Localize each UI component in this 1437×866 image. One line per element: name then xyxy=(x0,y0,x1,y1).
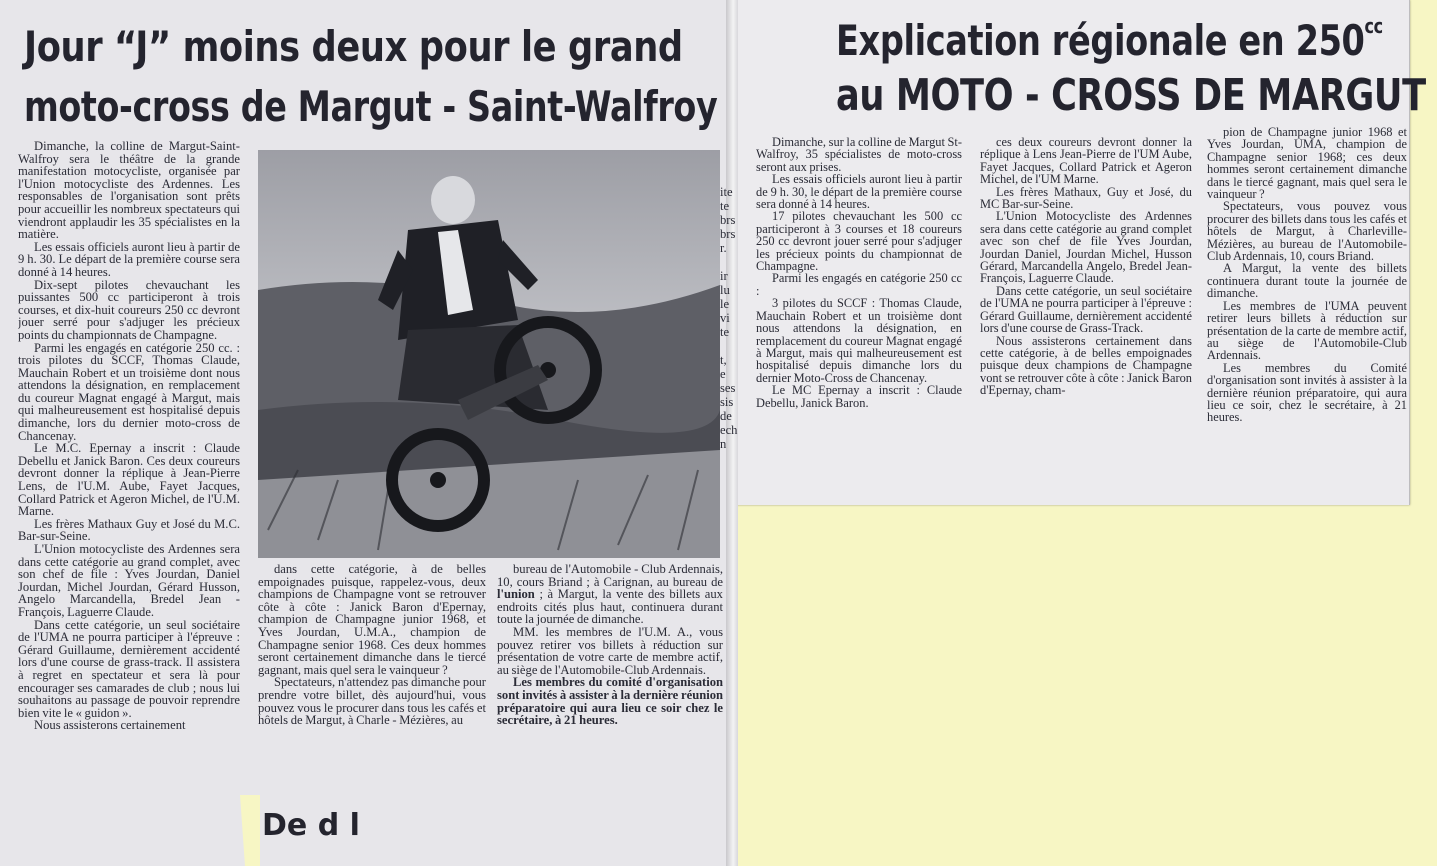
torn-paper-edge xyxy=(0,795,260,866)
right-column-1 xyxy=(756,136,962,482)
adjacent-column-fragment: ite te brs brs r. ir lu le vi te t, e ses sis de ech n xyxy=(720,185,738,451)
article-paragraph: 17 pilotes chevauchant les 500 cc participeront à 3 courses et 18 coureurs 250 cc devront jouer serré pour s'adjuger les précieux points du championnat de Champagne. xyxy=(756,209,962,274)
right-headline-cc: cc xyxy=(1364,14,1383,38)
col3-committee-notice: Les membres du comité d'organisation sont invités à assister à la dernière réunion préparatoire qui aura lieu ce soir chez le secrétaire, à 21 heures. xyxy=(497,675,723,728)
article-paragraph: pion de Champagne junior 1968 et Yves Jourdan, UMA, champion de Champagne senior 1968; ces deux hommes seront certainement dimanche dans le tiercé gagnant, mais quel sera le vainqueur ? xyxy=(1207,126,1407,202)
col3-text-a: bureau de l'Automobile - Club Ardennais, 10, cours Briand ; à Carignan, au bureau de xyxy=(497,563,723,589)
left-headline-line1: Jour “J” moins deux pour le grand xyxy=(24,22,683,71)
right-column-2 xyxy=(980,136,1192,482)
article-paragraph: ces deux coureurs devront donner la réplique à Lens Jean-Pierre de l'UM Aube, Fayet Jacques, Collard Patrick et Ageron Michel, de l'UM Marne. xyxy=(980,136,1192,187)
article-paragraph: Dans cette catégorie, un seul sociétaire de l'UMA ne pourra participer à l'épreuve : Gérard Guillaume, dernièrement accidenté lors d'une course de Grass-Track. xyxy=(980,283,1192,336)
right-headline-main: Explication régionale en 250 xyxy=(836,16,1365,65)
article-paragraph: Les frères Mathaux Guy et José du M.C. Bar-sur-Seine. xyxy=(18,516,240,544)
article-paragraph: Le MC Epernay a inscrit : Claude Debellu, Janick Baron. xyxy=(756,383,962,410)
article-paragraph: Les essais officiels auront lieu à partir de 9 h. 30. Le départ de la première course sera donné à 14 heures. xyxy=(18,239,240,279)
right-column-3 xyxy=(1207,126,1407,472)
article-paragraph: Le M.C. Epernay a inscrit : Claude Debellu et Janick Baron. Ces deux coureurs devront donner la réplique à Jean-Pierre Lens, de l'U.M. Aube, Fayet Jacques, Collard Patrick et Ageron Michel, de l'U.M. Marne. xyxy=(18,441,240,519)
article-paragraph: L'Union motocycliste des Ardennes sera dans cette catégorie au grand complet, avec son chef de file : Yves Jourdan, Daniel Jourdan, Michel Jourdan, Gérard Husson, Angelo Marcandella, Bredel Jean - François, Laguerre Claude. xyxy=(18,542,240,619)
article-paragraph: Dimanche, sur la colline de Margut St-Walfroy, 35 spécialistes de moto-cross seront aux prises. xyxy=(756,136,962,174)
article-paragraph: Les membres de l'UMA peuvent retirer leurs billets à réduction sur présentation de la carte de membre actif, au siège de l'Automobile-Club Ardennais. xyxy=(1207,298,1407,363)
article-paragraph: 3 pilotes du SCCF : Thomas Claude, Mauchain Robert et un troisième dont nous attendons la désignation, en remplacement du coureur Magnat engagé à Margut, mais qui malheureusement est hospitalisé depuis dimanche lors du dernier Moto-Cross de Chancenay. xyxy=(756,296,962,385)
col3-paragraph-2: MM. les membres de l'U.M. A., vous pouvez retirer vos billets à réduction sur présentation de votre carte de membre actif, au siège de l'Automobile-Club Ardennais. xyxy=(497,624,723,677)
article-paragraph: Les frères Mathaux, Guy et José, du MC Bar-sur-Seine. xyxy=(980,184,1192,212)
right-headline-line2: au MOTO - CROSS DE MARGUT xyxy=(836,70,1426,121)
article-paragraph: L'Union Motocycliste des Ardennes sera dans cette catégorie au grand complet avec son chef de file Yves Jourdan, Jourdan Daniel, Jourdan Michel, Husson Gérard, Marcandella Angelo, Bredel Jean-François, Laguerre Claude. xyxy=(980,209,1192,286)
motocross-rider-image xyxy=(258,150,720,558)
article-paragraph: A Margut, la vente des billets continuera durant toute la journée de dimanche. xyxy=(1207,261,1407,301)
col3-text-b: ; à Margut, la vente des billets aux endroits cités plus haut, continuera durant toute la journée de dimanche. xyxy=(497,587,723,627)
left-headline-line2: moto-cross de Margut - Saint-Walfroy xyxy=(24,82,718,131)
article-paragraph: Spectateurs, vous pouvez vous procurer des billets dans tous les cafés et hôtels de Margut, à Charleville-Mézières, au bureau de l'Automobile-Club Ardennais, 10, cours Briand. xyxy=(1207,199,1407,264)
left-column-2 xyxy=(258,563,486,801)
left-column-3 xyxy=(497,563,723,801)
article-paragraph: Dix-sept pilotes chevauchant les puissantes 500 cc participeront à trois courses, et dix-huit coureurs 250 cc devront jouer serré pour s'adjuger les précieux points du championnats de Champagne. xyxy=(18,277,240,342)
article-paragraph: Les essais officiels auront lieu à partir de 9 h. 30, le départ de la première course sera donné à 14 heures. xyxy=(756,172,962,212)
article-paragraph: Parmi les engagés en catégorie 250 cc. : trois pilotes du SCCF, Thomas Claude, Mauchain Robert et un troisième dont nous attendons la désignation, en remplacement du coureur Magnat engagé à Margut, mais qui malheureusement est hospitalisé depuis dimanche, lors du dernier moto-cross de Chancenay. xyxy=(18,340,240,443)
article-paragraph: Nous assisterons certainement xyxy=(34,718,186,733)
article-paragraph: Les membres du Comité d'organisation sont invités à assister à la dernière réunion préparatoire, qui aura lieu ce soir, chez le secrétaire, à 21 heures. xyxy=(1207,360,1407,425)
right-headline-line1 xyxy=(836,14,1383,65)
article-paragraph: Dimanche, la colline de Margut-Saint-Walfroy sera le théâtre de la grande manifestation motocycliste, organisée par l'Union motocycliste des Ardennes. Les responsables de l'organisation sont prêts pour accueillir les nombreux spectateurs qui viendront applaudir les 35 spécialistes en la matière. xyxy=(18,140,240,242)
motocross-photo xyxy=(258,150,720,558)
left-column-1 xyxy=(18,140,240,862)
article-paragraph: Spectateurs, n'attendez pas dimanche pour prendre votre billet, dès aujourd'hui, vous pouvez vous le procurer dans tous les cafés et hôtels de Margut, à Charle - Mézières, au xyxy=(258,675,486,728)
article-paragraph: dans cette catégorie, à de belles empoignades puisque, rappelez-vous, deux champions de Champagne vont se retrouver côte à côte : Janick Baron d'Epernay, champion de Champagne junior 1968, et Yves Jourdan, U.M.A., champion de Champagne senior 1968. Ces deux hommes seront certainement dimanche dans le tiercé gagnant, mais quel sera le vainqueur ? xyxy=(258,563,486,677)
article-paragraph: Parmi les engagés en catégorie 250 cc : xyxy=(756,271,962,298)
cutoff-heading: De d l xyxy=(262,808,360,843)
col3-union: l'union xyxy=(497,587,535,602)
article-paragraph: Nous assisterons certainement dans cette catégorie, à de belles empoignades puisque deux champions de Champagne vont se retrouver côte à côte : Janick Baron d'Epernay, cham- xyxy=(980,333,1192,398)
article-paragraph: Dans cette catégorie, un seul sociétaire de l'UMA ne pourra participer à l'épreuve : Gérard Guillaume, dernièrement accidenté lors d'une course de grass-track. Il assistera à regret en spectateur et sera là pour encourager ses camarades de club ; nous lui souhaitons au passage de pouvoir reprendre bien vite le « guidon ». xyxy=(18,617,240,720)
